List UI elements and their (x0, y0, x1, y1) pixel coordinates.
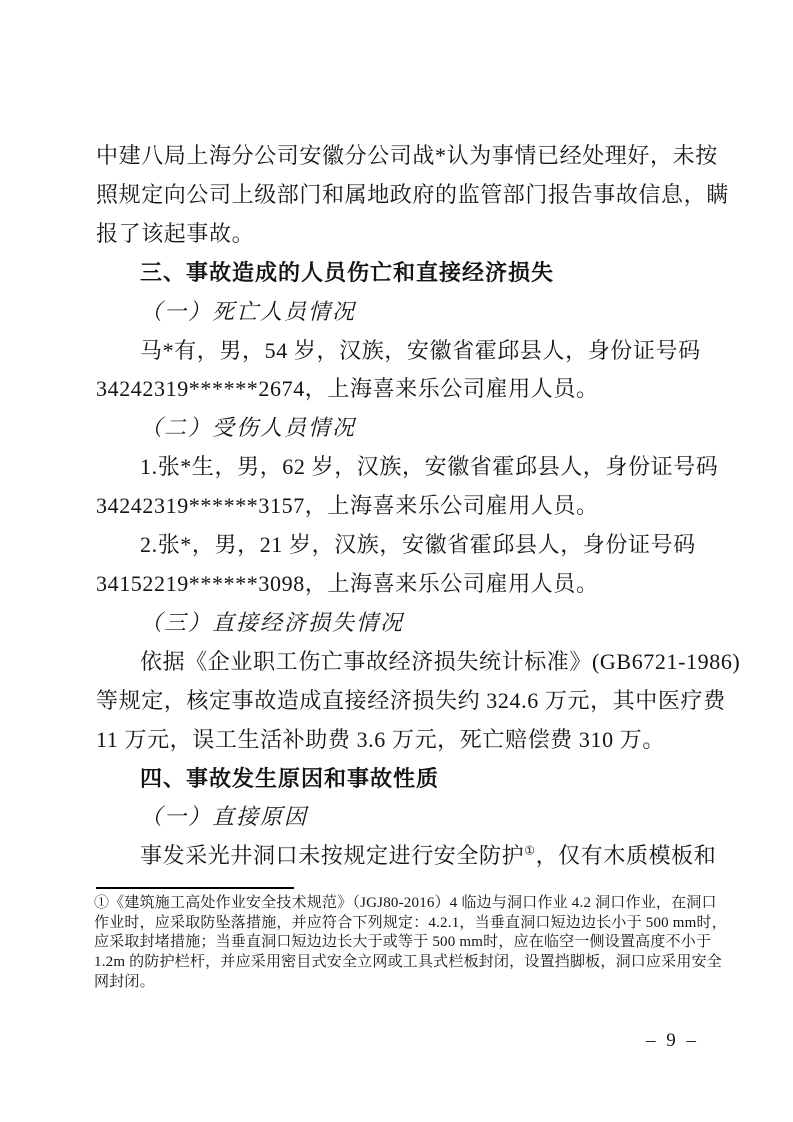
paragraph-line: 报了该起事故。 (96, 220, 255, 246)
subheading-deaths: （一）死亡人员情况 (140, 298, 357, 324)
paragraph-line: 照规定向公司上级部门和属地政府的监管部门报告事故信息，瞒 (96, 181, 729, 207)
footnote-line: ①《建筑施工高处作业安全技术规范》（JGJ80-2016）4 临边与洞口作业 4.2 洞口作业，在洞口 (94, 895, 717, 912)
subheading-direct-cause: （一）直接原因 (140, 804, 309, 830)
footnote-line: 应采取封堵措施；当垂直洞口短边边长大于或等于 500 mm时，应在临空一侧设置高度不小于 (94, 934, 712, 951)
paragraph-line: 中建八局上海分公司安徽分公司战*认为事情已经处理好，未按 (96, 143, 718, 168)
paragraph-line: 34152219******3098，上海喜来乐公司雇用人员。 (96, 570, 599, 596)
footnote-line: 1.2m 的防护栏杆，并应采用密目式安全立网或工具式栏板封闭，设置挡脚板，洞口应采用安全 (94, 954, 722, 970)
section-heading-3: 三、事故造成的人员伤亡和直接经济损失 (140, 259, 555, 285)
footnote-line: 作业时，应采取防坠落措施，并应符合下列规定：4.2.1，当垂直洞口短边边长小于 500 mm时， (94, 914, 727, 931)
paragraph-line: 等规定，核定事故造成直接经济损失约 324.6 万元，其中医疗费 (96, 687, 726, 713)
section-heading-4: 四、事故发生原因和事故性质 (140, 765, 440, 791)
subheading-injuries: （二）受伤人员情况 (140, 415, 357, 441)
paragraph-line: 34242319******2674，上海喜来乐公司雇用人员。 (96, 376, 599, 402)
subheading-economic-loss: （三）直接经济损失情况 (140, 609, 405, 635)
footnote-ref-marker: ① (524, 843, 536, 858)
paragraph-line: 2.张*，男，21 岁，汉族，安徽省霍邱县人，身份证号码 (140, 532, 696, 558)
footnote-line: 网封闭。 (94, 973, 155, 990)
footnote-block (0, 894, 793, 992)
text-run: 事发采光井洞口未按规定进行安全防护 (140, 843, 525, 869)
paragraph-line: 34242319******3157，上海喜来乐公司雇用人员。 (96, 493, 599, 519)
footnote-separator (96, 887, 294, 889)
text-run: ，仅有木质模板和 (535, 843, 717, 869)
paragraph-line: 11 万元，误工生活补助费 3.6 万元，死亡赔偿费 310 万。 (96, 726, 665, 752)
paragraph-line: 马*有，男，54 岁，汉族，安徽省霍邱县人，身份证号码 (140, 337, 701, 363)
paragraph-line: 1.张*生，男，62 岁，汉族，安徽省霍邱县人，身份证号码 (140, 454, 719, 480)
paragraph-line: 依据《企业职工伤亡事故经济损失统计标准》(GB6721-1986) (140, 648, 741, 674)
page-number: – 9 – (646, 1030, 699, 1051)
paragraph-line (96, 837, 717, 876)
